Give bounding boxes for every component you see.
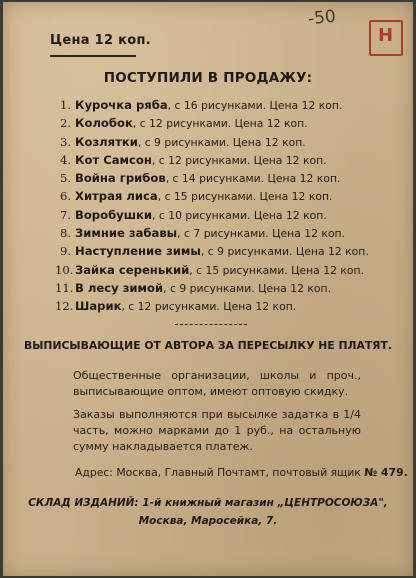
stamp-letter: Н (378, 25, 394, 46)
orders-paragraph (61, 407, 361, 455)
list-item (55, 98, 385, 116)
book-details: , с 9 рисунками. Цена 12 коп. (163, 281, 331, 295)
list-item (55, 153, 385, 171)
warehouse-address: Москва, Маросейка, 7. (138, 515, 278, 527)
divider (175, 324, 247, 325)
book-details: , с 14 рисунками. Цена 12 коп. (165, 172, 341, 186)
book-details: , с 12 рисунками. Цена 12 коп. (132, 117, 308, 131)
book-details: , с 9 рисунками. Цена 12 коп. (137, 135, 306, 149)
address-text: Адрес: Москва, Главный Почтамт, почтовый ящик (75, 466, 361, 479)
address-line (75, 466, 408, 479)
book-details: , с 15 рисунками. Цена 12 коп. (157, 190, 333, 204)
document-page (3, 2, 413, 576)
item-number: 3. (59, 134, 71, 149)
price-label: Цена 12 коп. (50, 33, 152, 48)
item-number: 2. (59, 116, 71, 131)
list-item (55, 189, 385, 207)
item-number: 9. (59, 244, 71, 259)
book-details: , с 10 рисунками. Цена 12 коп. (152, 208, 327, 222)
book-title: Зимние забавы (75, 226, 178, 241)
orders-text: Заказы выполняются при высылке задатка в 1/4 часть, можно марками до 1 руб., на остальную сумму накладывается платеж. (73, 408, 361, 453)
book-title: Колобок (75, 116, 133, 131)
handwritten-number: -50 (307, 6, 337, 30)
book-title: Война грибов (75, 171, 166, 186)
item-number: 5. (59, 171, 71, 186)
list-item (55, 208, 385, 226)
book-list (55, 98, 385, 318)
book-details: , с 9 рисунками. Цена 12 коп. (200, 245, 369, 259)
list-item (55, 116, 385, 134)
shipping-notice: ВЫПИСЫВАЮЩИЕ ОТ АВТОРА ЗА ПЕРЕСЫЛКУ НЕ ПЛАТЯТ. (24, 339, 392, 352)
book-title: Шарик (75, 299, 122, 314)
item-number: 1. (59, 98, 71, 112)
book-details: , с 12 рисунками. Цена 12 коп. (121, 300, 297, 314)
po-box-number: № 479. (364, 466, 408, 479)
book-title: Наступление зимы (75, 244, 201, 259)
book-title: Зайка серенький (75, 262, 190, 277)
warehouse-line: СКЛАД ИЗДАНИЙ: 1-й книжный магазин „ЦЕНТРОСОЮЗА", (28, 497, 388, 509)
book-title: В лесу зимой (75, 280, 164, 295)
book-title: Хитрая лиса (75, 189, 158, 204)
book-title: Курочка ряба (75, 98, 168, 112)
wholesale-text: Общественные организации, школы и проч., выписывающие оптом, имеют оптовую скидку. (73, 369, 361, 398)
book-title: Козлятки (75, 134, 138, 149)
book-title: Кот Самсон (75, 152, 152, 167)
book-details: , с 12 рисунками. Цена 12 коп. (151, 153, 327, 167)
item-number: 7. (59, 207, 71, 222)
list-item (55, 263, 385, 281)
book-details: , с 16 рисунками. Цена 12 коп. (167, 99, 343, 112)
item-number: 11. (55, 280, 74, 295)
list-item (55, 226, 385, 244)
list-item (55, 171, 385, 189)
item-number: 10. (55, 262, 74, 277)
book-details: , с 7 рисунками. Цена 12 коп. (177, 227, 346, 241)
item-number: 12. (55, 299, 74, 314)
stamp (369, 20, 403, 56)
price-underline (50, 55, 136, 57)
item-number: 8. (59, 226, 71, 241)
section-heading: ПОСТУПИЛИ В ПРОДАЖУ: (103, 70, 313, 86)
list-item (55, 135, 385, 153)
item-number: 6. (59, 189, 71, 204)
book-details: , с 15 рисунками. Цена 12 коп. (189, 263, 365, 277)
list-item (55, 299, 385, 317)
book-title: Воробушки (75, 207, 153, 222)
list-item (55, 281, 385, 299)
list-item (55, 244, 385, 262)
item-number: 4. (59, 152, 71, 167)
wholesale-paragraph (61, 368, 361, 400)
